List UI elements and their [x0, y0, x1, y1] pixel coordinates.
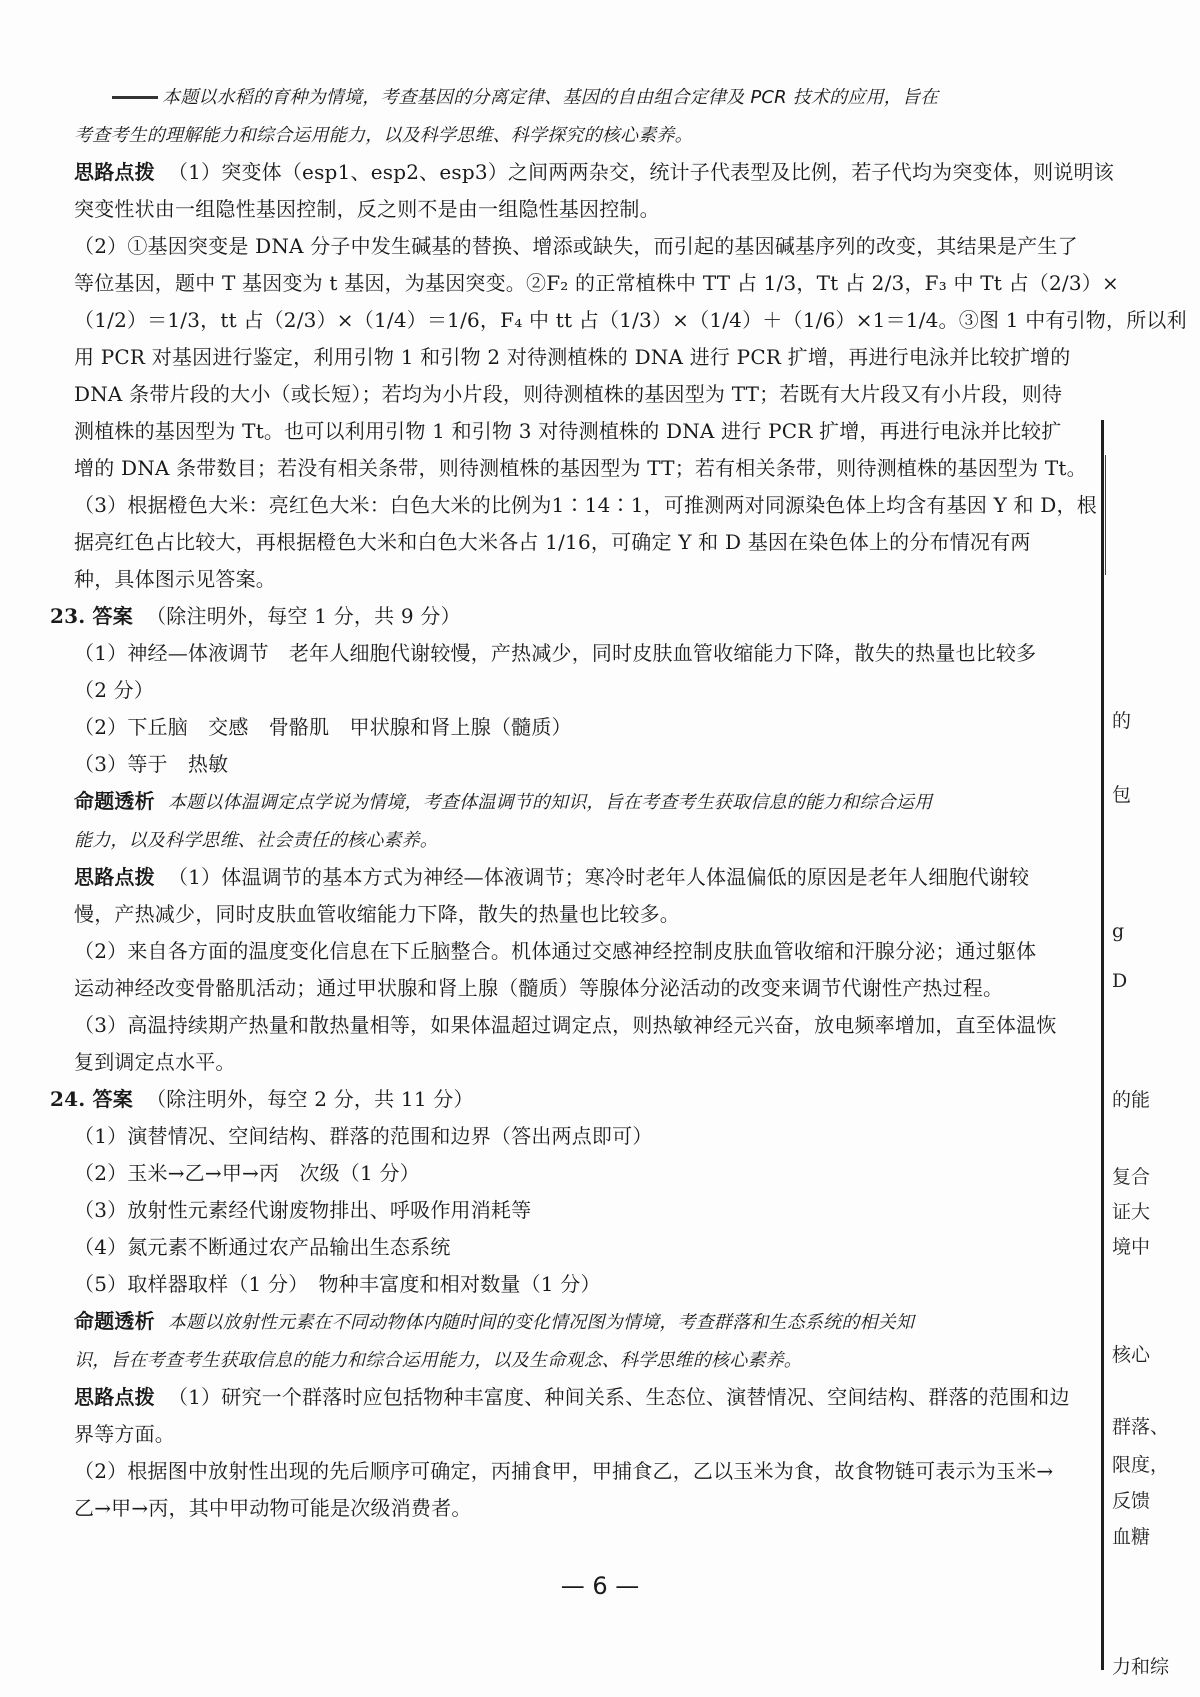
section-label: 思路点拨: [74, 1385, 155, 1409]
margin-fragment: 包: [1112, 784, 1132, 806]
text-line: 思路点拨 （1）研究一个群落时应包括物种丰富度、种间关系、生态位、演替情况、空间结构、群落的范围和边: [74, 1385, 1070, 1409]
margin-fragment: g: [1112, 920, 1125, 942]
margin-fragment: 证大: [1112, 1201, 1151, 1223]
text-line: （1/2）＝1/3，tt 占（2/3）×（1/4）＝1/6，F₄ 中 tt 占（1/3）×（1/4）＋（1/6）×1＝1/4。③图 1 中有引物，所以利: [74, 308, 1187, 332]
text-line: （3）高温持续期产热量和散热量相等，如果体温超过调定点，则热敏神经元兴奋，放电频率增加，直至体温恢: [74, 1013, 1057, 1037]
text-line: 测植株的基因型为 Tt。也可以利用引物 1 和引物 3 对待测植株的 DNA 进行 PCR 扩增，再进行电泳并比较扩: [74, 419, 1062, 443]
text-line: 思路点拨 （1）体温调节的基本方式为神经—体液调节；寒冷时老年人体温偏低的原因是老年人细胞代谢较: [74, 865, 1030, 889]
answer-heading-23: 23. 答案 （除注明外，每空 1 分，共 9 分）: [50, 604, 461, 628]
margin-fragment: 血糖: [1112, 1526, 1151, 1548]
text-line: （2）玉米→乙→甲→丙 次级（1 分）: [74, 1161, 420, 1185]
text-line: DNA 条带片段的大小（或长短）；若均为小片段，则待测植株的基因型为 TT；若既有大片段又有小片段，则待: [74, 382, 1063, 406]
text-line: （2）下丘脑 交感 骨骼肌 甲状腺和肾上腺（髓质）: [74, 715, 572, 739]
section-label: 命题透析: [74, 1309, 155, 1333]
margin-fragment: 的能: [1112, 1089, 1151, 1111]
text-line: （2）来自各方面的温度变化信息在下丘脑整合。机体通过交感神经控制皮肤血管收缩和汗腺分泌；通过躯体: [74, 939, 1037, 963]
text-line: （3）等于 热敏: [74, 752, 229, 776]
text-line: 命题透析 本题以体温调定点学说为情境，考查体温调节的知识，旨在考查考生获取信息的能力和综合运用: [74, 789, 933, 813]
text-line: （1）神经—体液调节 老年人细胞代谢较慢，产热减少，同时皮肤血管收缩能力下降，散失的热量也比较多: [74, 641, 1037, 665]
margin-fragment: 复合: [1112, 1166, 1151, 1188]
text-line: 慢，产热减少，同时皮肤血管收缩能力下降，散失的热量也比较多。: [74, 902, 680, 926]
text-line: 思路点拨 （1）突变体（esp1、esp2、esp3）之间两两杂交，统计子代表型及比例，若子代均为突变体，则说明该: [74, 160, 1114, 184]
section-label: 思路点拨: [74, 865, 155, 889]
text-line: （1）演替情况、空间结构、群落的范围和边界（答出两点即可）: [74, 1124, 653, 1148]
text-line: 突变性状由一组隐性基因控制，反之则不是由一组隐性基因控制。: [74, 197, 660, 221]
margin-fragment: 核心: [1112, 1344, 1151, 1366]
scan-edge-line: [1105, 455, 1106, 575]
margin-fragment: 限度，: [1112, 1454, 1170, 1476]
text-line: 本题以水稻的育种为情境，考查基因的分离定律、基因的自由组合定律及 PCR 技术的应用，旨在: [162, 87, 939, 108]
text-line: （2）根据图中放射性出现的先后顺序可确定，丙捕食甲，甲捕食乙，乙以玉米为食，故食物链可表示为玉米→: [74, 1459, 1054, 1483]
margin-fragment: D: [1112, 970, 1128, 992]
text-line: 运动神经改变骨骼肌活动；通过甲状腺和肾上腺（髓质）等腺体分泌活动的改变来调节代谢性产热过程。: [74, 976, 1004, 1000]
text-line: 用 PCR 对基因进行鉴定，利用引物 1 和引物 2 对待测植株的 DNA 进行 PCR 扩增，再进行电泳并比较扩增的: [74, 345, 1071, 369]
scan-edge-line: [1101, 420, 1104, 1670]
margin-fragment: 反馈: [1112, 1490, 1151, 1512]
text-line: 增的 DNA 条带数目；若没有相关条带，则待测植株的基因型为 TT；若有相关条带，则待测植株的基因型为 Tt。: [74, 456, 1087, 480]
text-line: 考查考生的理解能力和综合运用能力，以及科学思维、科学探究的核心素养。: [74, 125, 693, 146]
text-line: 据亮红色占比较大，再根据橙色大米和白色大米各占 1/16，可确定 Y 和 D 基因在染色体上的分布情况有两: [74, 530, 1031, 554]
margin-fragment: 群落、: [1112, 1416, 1170, 1438]
page-number: — 6 —: [560, 1572, 640, 1600]
text-line: （3）根据橙色大米：亮红色大米：白色大米的比例为1∶14∶1，可推测两对同源染色体上均含有基因 Y 和 D，根: [74, 493, 1097, 517]
margin-fragment: 力和综: [1112, 1656, 1170, 1678]
margin-fragment: 境中: [1112, 1236, 1151, 1258]
text-line: 乙→甲→丙，其中甲动物可能是次级消费者。: [74, 1496, 472, 1520]
text-line: 命题透析 本题以放射性元素在不同动物体内随时间的变化情况图为情境，考查群落和生态系统的相关知: [74, 1309, 915, 1333]
text-line: （2 分）: [74, 678, 155, 702]
text-line: 种，具体图示见答案。: [74, 567, 276, 591]
text-line: 界等方面。: [74, 1422, 175, 1446]
section-label: 命题透析: [74, 789, 155, 813]
margin-fragment: 的: [1112, 710, 1132, 732]
text-line: （3）放射性元素经代谢废物排出、呼吸作用消耗等: [74, 1198, 532, 1222]
text-line: （5）取样器取样（1 分） 物种丰富度和相对数量（1 分）: [74, 1272, 601, 1296]
text-line: 识，旨在考查考生获取信息的能力和综合运用能力，以及生命观念、科学思维的核心素养。: [74, 1350, 802, 1371]
text-line: 能力，以及科学思维、社会责任的核心素养。: [74, 830, 438, 851]
text-line: 等位基因，题中 T 基因变为 t 基因，为基因突变。②F₂ 的正常植株中 TT 占 1/3，Tt 占 2/3，F₃ 中 Tt 占（2/3）×: [74, 271, 1119, 295]
text-line: （4）氮元素不断通过农产品输出生态系统: [74, 1235, 451, 1259]
text-line: 复到调定点水平。: [74, 1050, 236, 1074]
answer-heading-24: 24. 答案 （除注明外，每空 2 分，共 11 分）: [50, 1087, 474, 1111]
text-line: （2）①基因突变是 DNA 分子中发生碱基的替换、增添或缺失，而引起的基因碱基序列的改变，其结果是产生了: [74, 234, 1078, 258]
section-label: 思路点拨: [74, 160, 155, 184]
